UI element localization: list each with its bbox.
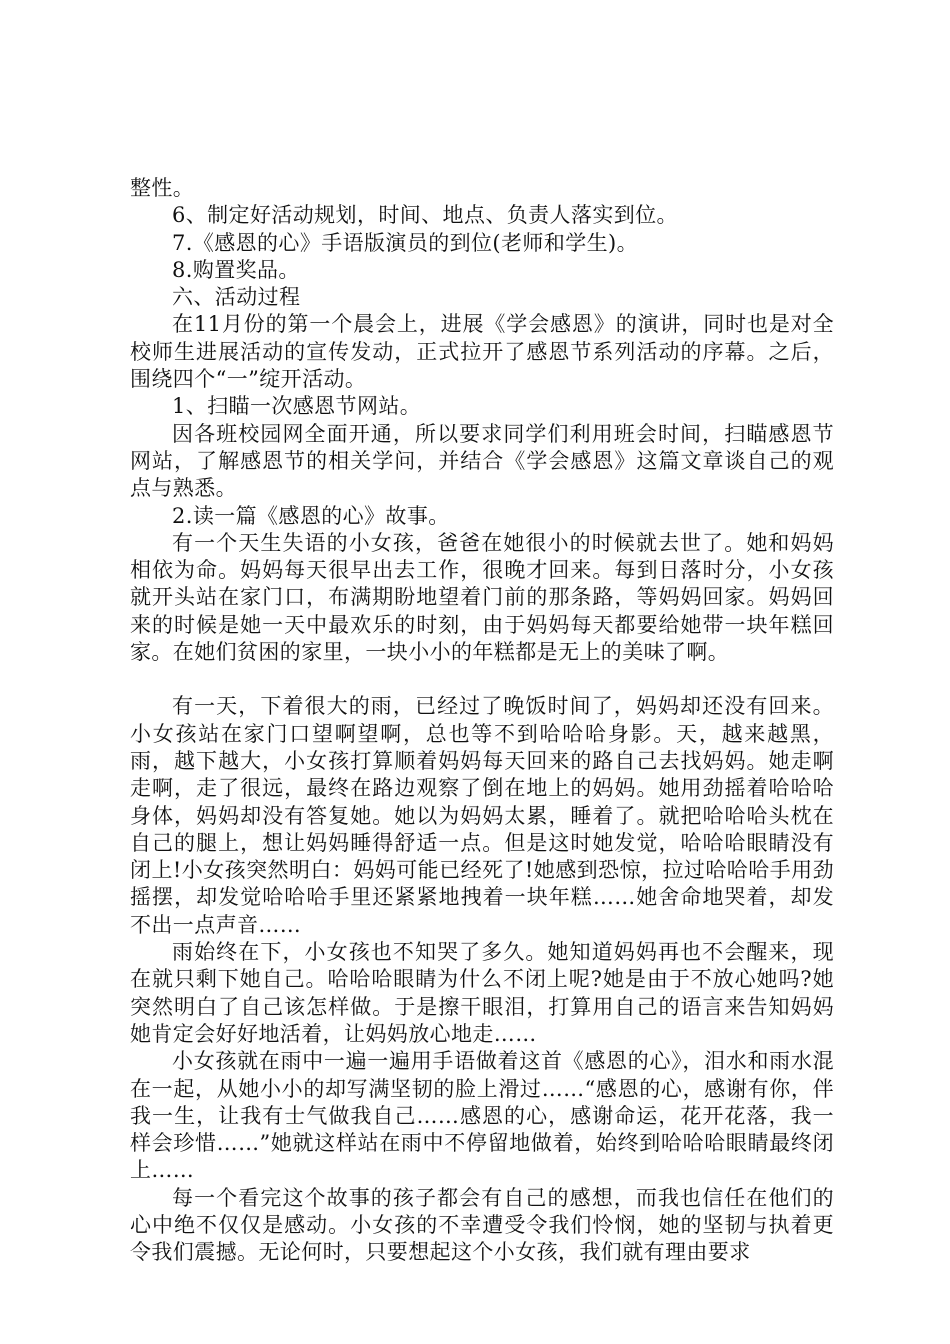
paragraph-14: 每一个看完这个故事的孩子都会有自己的感想，而我也信任在他们的心中绝不仅仅是感动。小女孩的不幸遭受令我们怜悯，她的坚韧与执着更令我们震撼。无论何时，只要想起这个小女孩，我们就有理由要求 [130,1185,834,1265]
paragraph-10: 有一个天生失语的小女孩，爸爸在她很小的时候就去世了。她和妈妈相依为命。妈妈每天很早出去工作，很晚才回来。每到日落时分，小女孩就开头站在家门口，布满期盼地望着门前的那条路，等妈妈回家。妈妈回来的时候是她一天中最欢乐的时刻，由于妈妈每天都要给她带一块年糕回家。在她们贫困的家里，一块小小的年糕都是无上的美味了啊。 [130,530,834,665]
paragraph-6: 在11月份的第一个晨会上，进展《学会感恩》的演讲，同时也是对全校师生进展活动的宣传发动，正式拉开了感恩节系列活动的序幕。之后，围绕四个“一”绽开活动。 [130,312,834,392]
paragraph-7: 1、扫瞄一次感恩节网站。 [172,394,422,419]
paragraph-2: 6、制定好活动规划，时间、地点、负责人落实到位。 [172,203,678,228]
paragraph-12: 雨始终在下，小女孩也不知哭了多久。她知道妈妈再也不会醒来，现在就只剩下她自己。哈哈哈眼睛为什么不闭上呢?她是由于不放心她吗?她突然明白了自己该怎样做。于是擦干眼泪，打算用自己的语言来告知妈妈她肯定会好好地活着，让妈妈放心地走…… [130,940,834,1046]
paragraph-1: 整性。 [130,176,195,200]
paragraph-11: 有一天，下着很大的雨，已经过了晚饭时间了，妈妈却还没有回来。小女孩站在家门口望啊望啊，总也等不到哈哈哈身影。天，越来越黑，雨，越下越大，小女孩打算顺着妈妈每天回来的路自己去找妈妈。她走啊走啊，走了很远，最终在路边观察了倒在地上的妈妈。她用劲摇着哈哈哈身体，妈妈却没有答复她。她以为妈妈太累，睡着了。就把哈哈哈头枕在自己的腿上，想让妈妈睡得舒适一点。但是这时她发觉，哈哈哈眼睛没有闭上!小女孩突然明白：妈妈可能已经死了!她感到恐惊，拉过哈哈哈手用劲摇摆，却发觉哈哈哈手里还紧紧地拽着一块年糕……她舍命地哭着，却发不出一点声音…… [130,694,834,937]
paragraph-3: 7.《感恩的心》手语版演员的到位(老师和学生)。 [172,230,639,255]
paragraph-8: 因各班校园网全面开通，所以要求同学们利用班会时间，扫瞄感恩节网站，了解感恩节的相关学问，并结合《学会感恩》这篇文章谈自己的观点与熟悉。 [130,421,834,501]
document-page [130,175,834,1267]
paragraph-9: 2.读一篇《感恩的心》故事。 [172,503,450,528]
section-heading-activity-process: 六、活动过程 [172,285,301,310]
paragraph-13: 小女孩就在雨中一遍一遍用手语做着这首《感恩的心》，泪水和雨水混在一起，从她小小的却写满坚韧的脸上滑过……“感恩的心，感谢有你，伴我一生，让我有士气做我自己……感恩的心，感谢命运，花开花落，我一样会珍惜……”她就这样站在雨中不停留地做着，始终到哈哈哈眼睛最终闭上…… [130,1049,834,1183]
paragraph-4: 8.购置奖品。 [172,257,300,282]
